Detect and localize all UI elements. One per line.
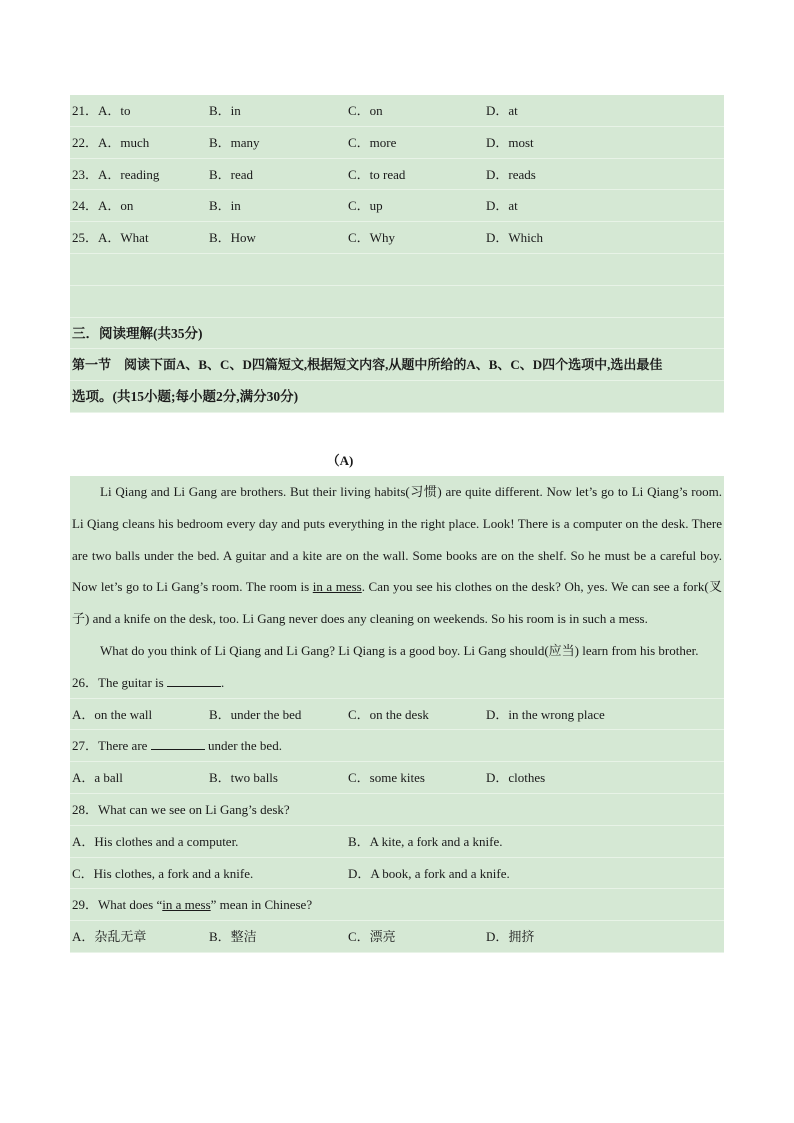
option-c: C．漂亮 — [348, 929, 396, 945]
option-b: B．read — [209, 166, 254, 182]
option-d: D．A book, a fork and a knife. — [348, 865, 510, 881]
option-b: B．A kite, a fork and a knife. — [348, 833, 503, 849]
question-row — [70, 222, 724, 254]
question-row — [70, 95, 724, 127]
passage-paragraph-2: What do you think of Li Qiang and Li Gang? Li Qiang is a good boy. Li Gang should(应当) learn from his brother. — [100, 642, 699, 658]
underlined-phrase: in a mess — [312, 579, 362, 595]
option-c: C．up — [348, 198, 383, 214]
option-a: 25．A．What — [72, 230, 149, 246]
option-a: 21．A．to — [72, 103, 131, 118]
underlined-phrase: in a mess — [162, 897, 211, 913]
option-d: D．in the wrong place — [486, 706, 605, 722]
option-a: 24．A．on — [72, 198, 134, 214]
option-c: C．His clothes, a fork and a knife. — [72, 865, 254, 881]
option-b: B．in — [209, 198, 241, 214]
option-c: C．to read — [348, 166, 406, 182]
question-row — [70, 190, 724, 222]
question-row — [70, 127, 724, 159]
passage — [70, 476, 724, 667]
option-d: D．reads — [486, 166, 536, 182]
option-a: 23．A．reading — [72, 166, 160, 182]
question-27-options — [70, 762, 724, 794]
question-row — [70, 159, 724, 191]
option-b: B．two balls — [209, 770, 278, 786]
option-a: 22．A．much — [72, 134, 150, 150]
option-b: B．How — [209, 230, 256, 246]
passage-label: （A) — [326, 453, 354, 468]
option-d: D．at — [486, 198, 518, 214]
question-28-options-cd — [70, 858, 724, 890]
question-27-stem: 27．There are under the bed. — [70, 730, 724, 762]
option-d: D．拥挤 — [486, 929, 535, 945]
option-b: B．under the bed — [209, 706, 302, 722]
empty-row — [70, 254, 724, 286]
option-c: C．more — [348, 134, 397, 150]
option-b: B．in — [209, 103, 241, 118]
option-c: C．on the desk — [348, 706, 429, 722]
empty-row — [70, 286, 724, 318]
option-b: B．many — [209, 134, 260, 150]
question-26-stem: 26．The guitar is . — [70, 667, 724, 699]
question-28-options-ab — [70, 826, 724, 858]
option-b: B．整洁 — [209, 929, 257, 945]
question-29-options — [70, 921, 724, 953]
reading-block — [70, 476, 724, 953]
answer-blank — [167, 672, 221, 687]
option-d: D．Which — [486, 230, 544, 246]
question-29-stem: 29．What does “in a mess” mean in Chinese? — [70, 889, 724, 921]
section-intro-line2: 选项。(共15小题;每小题2分,满分30分) — [70, 381, 724, 413]
option-c: C．on — [348, 103, 383, 118]
option-d: D．most — [486, 134, 534, 150]
option-d: D．at — [486, 103, 518, 118]
answer-blank — [151, 735, 205, 750]
option-a: A．杂乱无章 — [72, 929, 147, 945]
option-c: C．Why — [348, 230, 395, 246]
option-d: D．clothes — [486, 770, 546, 786]
option-c: C．some kites — [348, 770, 425, 786]
section-intro-line1: 第一节 阅读下面A、B、C、D四篇短文,根据短文内容,从题中所给的A、B、C、D四个选项中,选出最佳 — [70, 349, 724, 381]
option-a: A．His clothes and a computer. — [72, 833, 239, 849]
passage-paragraph-1: Li Qiang and Li Gang are brothers. But their living habits(习惯) are quite different. Now let’s go to Li Qiang’s room. Li Qiang cleans his bedroom every day and puts everything in the right place. Look! There is a computer on the desk. There are two balls under the bed. A guitar and a kite are on the wall. Some books are on the shelf. So he must be a careful boy. Now let’s go to Li Gang’s room. The room is in a mess. Can you see his clothes on the desk? Oh, yes. We can see a fork(叉子) and a knife on the desk, too. Li Gang never does any cleaning on weekends. So his room is in such a mess. — [72, 484, 722, 627]
option-a: A．on the wall — [72, 706, 153, 722]
option-a: A．a ball — [72, 770, 123, 786]
section-title: 三．阅读理解(共35分) — [70, 318, 724, 350]
answer-options-block — [70, 95, 724, 413]
question-26-options — [70, 699, 724, 731]
question-28-stem: 28．What can we see on Li Gang’s desk? — [70, 794, 724, 826]
